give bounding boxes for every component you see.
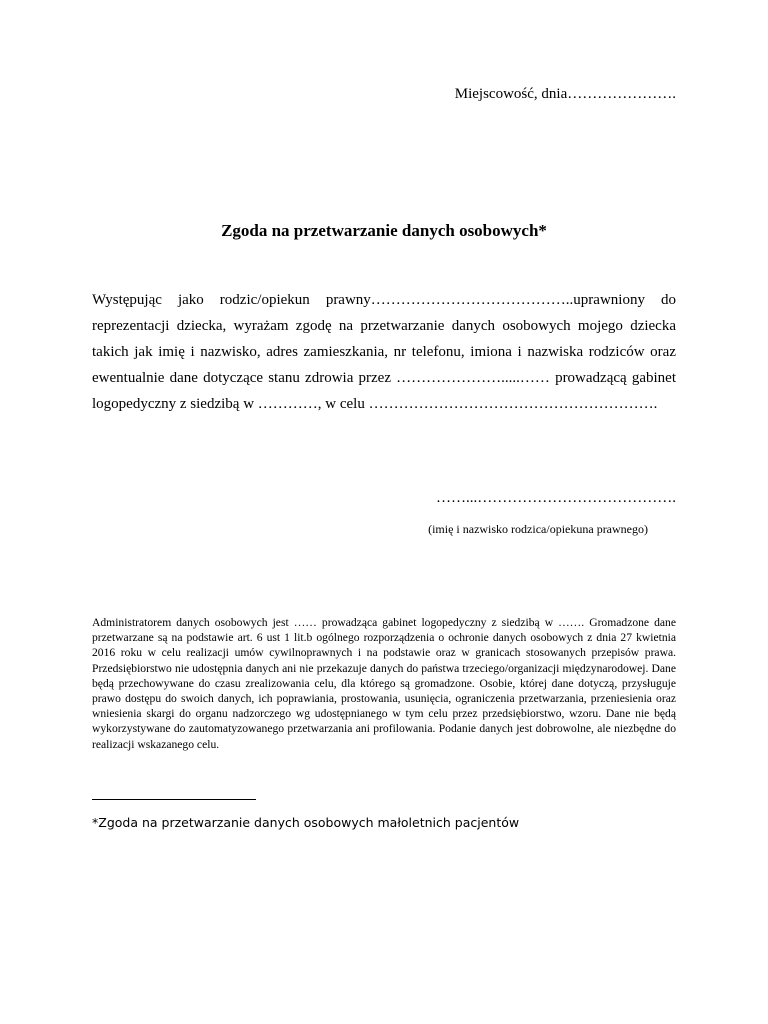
signature-caption: (imię i nazwisko rodzica/opiekuna prawnego) xyxy=(428,522,648,536)
footnote-divider xyxy=(92,799,256,800)
data-administrator-info: Administratorem danych osobowych jest …… prowadząca gabinet logopedyczny z siedzibą w ……. Gromadzone dane przetwarzane są na podstawie art. 6 ust 1 lit.b ogólnego rozporządzenia o ochronie danych osobowych z dnia 27 kwietnia 2016 roku w celu realizacji umów cywilnoprawnych i na podstawie oraz w granicach stosowanych przepisów prawa. Przedsiębiorstwo nie udostępnia danych ani nie przekazuje danych do państwa trzeciego/organizacji międzynarodowej. Dane będą przechowywane do czasu zrealizowania celu, dla którego są gromadzone. Osobie, której dane dotyczą, przysługuje prawo dostępu do swoich danych, ich poprawiania, prostowania, usunięcia, ograniczenia przetwarzania, przeniesienia oraz wniesienia skargi do organu nadzorczego wg udostępnianego w tym celu przez przedsiębiorstwo, wzoru. Dane nie będą wykorzystywane do zautomatyzowanego przetwarzania ani profilowania. Podanie danych jest dobrowolne, ale niezbędne do realizacji wskazanego celu. xyxy=(92,616,676,751)
footnote: *Zgoda na przetwarzanie danych osobowych małoletnich pacjentów xyxy=(92,815,520,830)
document-title: Zgoda na przetwarzanie danych osobowych* xyxy=(221,221,547,240)
place-date-line: Miejscowość, dnia…………………. xyxy=(454,86,676,102)
consent-paragraph: Występując jako rodzic/opiekun prawny…………………………………..uprawniony do reprezentacji dziecka, wyrażam zgodę na przetwarzanie danych osobowych mojego dziecka takich jak imię i nazwisko, adres zamieszkania, nr telefonu, imiona i nazwiska rodziców oraz ewentualnie dane dotyczące stanu zdrowia przez ………………….....…… prowadzącą gabinet logopedyczny z siedzibą w …………, w celu …………………………………………………. xyxy=(92,292,676,412)
signature-line: ……...…………………………………. xyxy=(436,490,676,506)
